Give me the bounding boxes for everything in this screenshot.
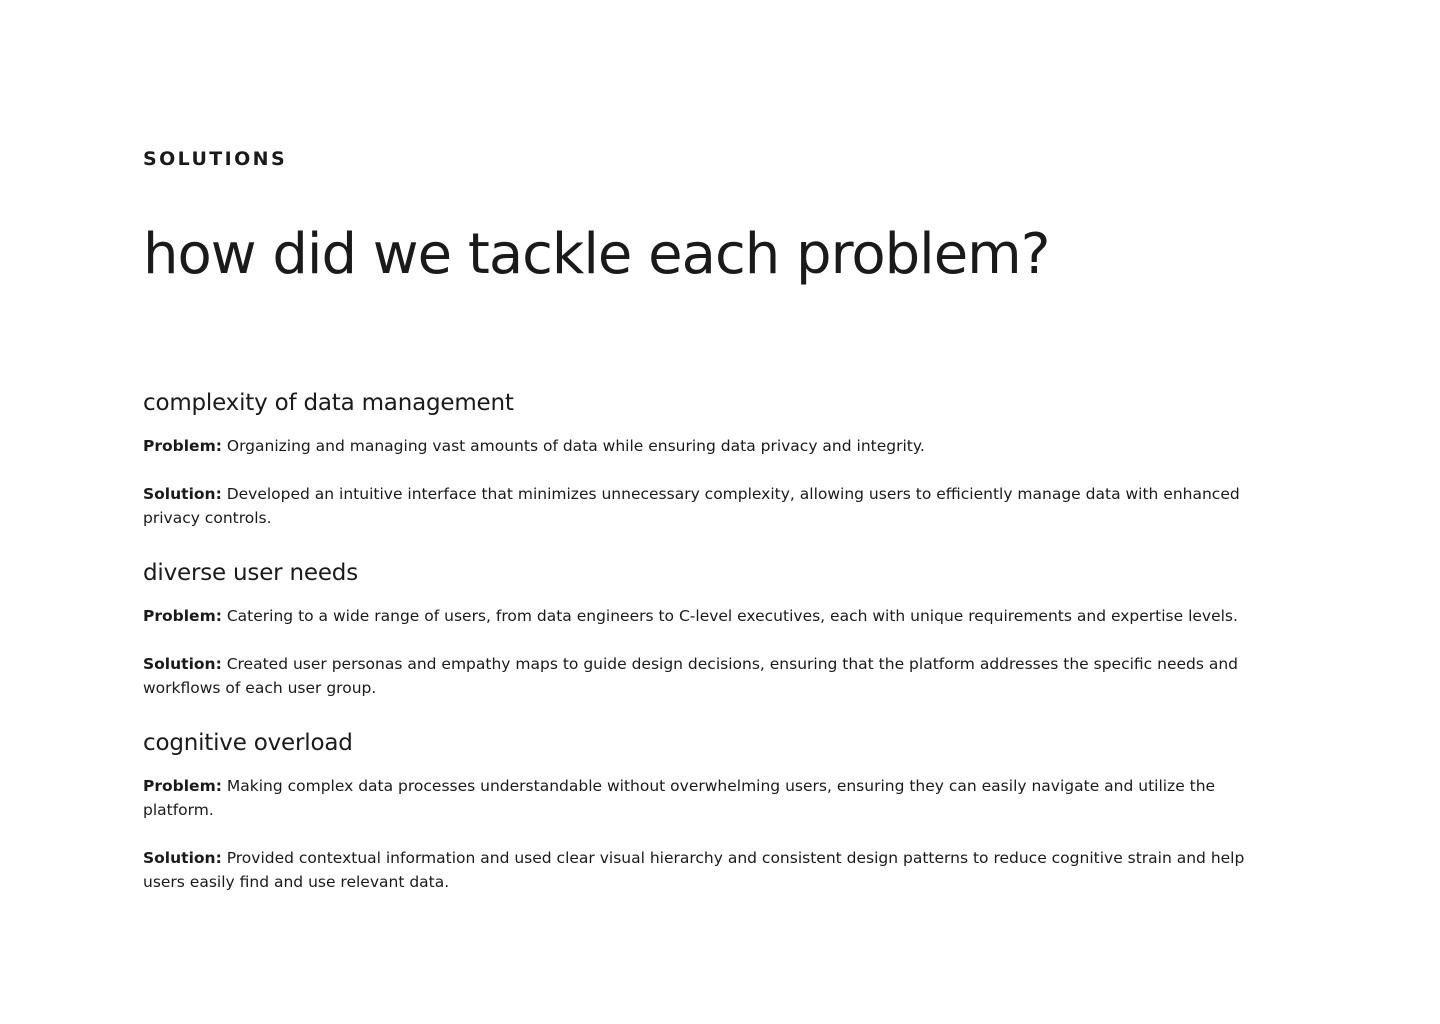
problem-text: Making complex data processes understandable without overwhelming users, ensuring they can easily navigate and utilize the platform. (143, 777, 1216, 819)
problem-text: Organizing and managing vast amounts of data while ensuring data privacy and integrity. (221, 437, 925, 455)
solution-label: Solution: (143, 849, 222, 867)
section-heading: diverse user needs (143, 560, 358, 586)
problem-paragraph (143, 774, 1263, 822)
solution-section-cognitive-overload (143, 728, 1263, 894)
problem-text: Catering to a wide range of users, from data engineers to C-level executives, each with unique requirements and expertise levels. (221, 607, 1238, 625)
solution-paragraph (143, 652, 1263, 700)
solution-label: Solution: (143, 655, 222, 673)
solution-section-user-needs (143, 558, 1263, 700)
section-heading: cognitive overload (143, 730, 353, 756)
solutions-list (143, 388, 1263, 922)
section-heading: complexity of data management (143, 390, 514, 416)
page-title: how did we tackle each problem? (143, 222, 1050, 287)
problem-label: Problem: (143, 437, 222, 455)
solution-paragraph (143, 482, 1263, 530)
solution-label: Solution: (143, 485, 222, 503)
problem-paragraph (143, 604, 1263, 628)
solution-section-data-management (143, 388, 1263, 530)
solution-text: Created user personas and empathy maps to guide design decisions, ensuring that the platform addresses the specific needs and workflows of each user group. (143, 655, 1239, 697)
solution-text: Provided contextual information and used clear visual hierarchy and consistent design patterns to reduce cognitive strain and help users easily find and use relevant data. (143, 849, 1245, 891)
problem-paragraph (143, 434, 1263, 458)
problem-label: Problem: (143, 777, 222, 795)
problem-label: Problem: (143, 607, 222, 625)
solution-text: Developed an intuitive interface that minimizes unnecessary complexity, allowing users to efficiently manage data with enhanced privacy controls. (143, 485, 1240, 527)
solution-paragraph (143, 846, 1263, 894)
section-eyebrow: SOLUTIONS (143, 148, 288, 170)
